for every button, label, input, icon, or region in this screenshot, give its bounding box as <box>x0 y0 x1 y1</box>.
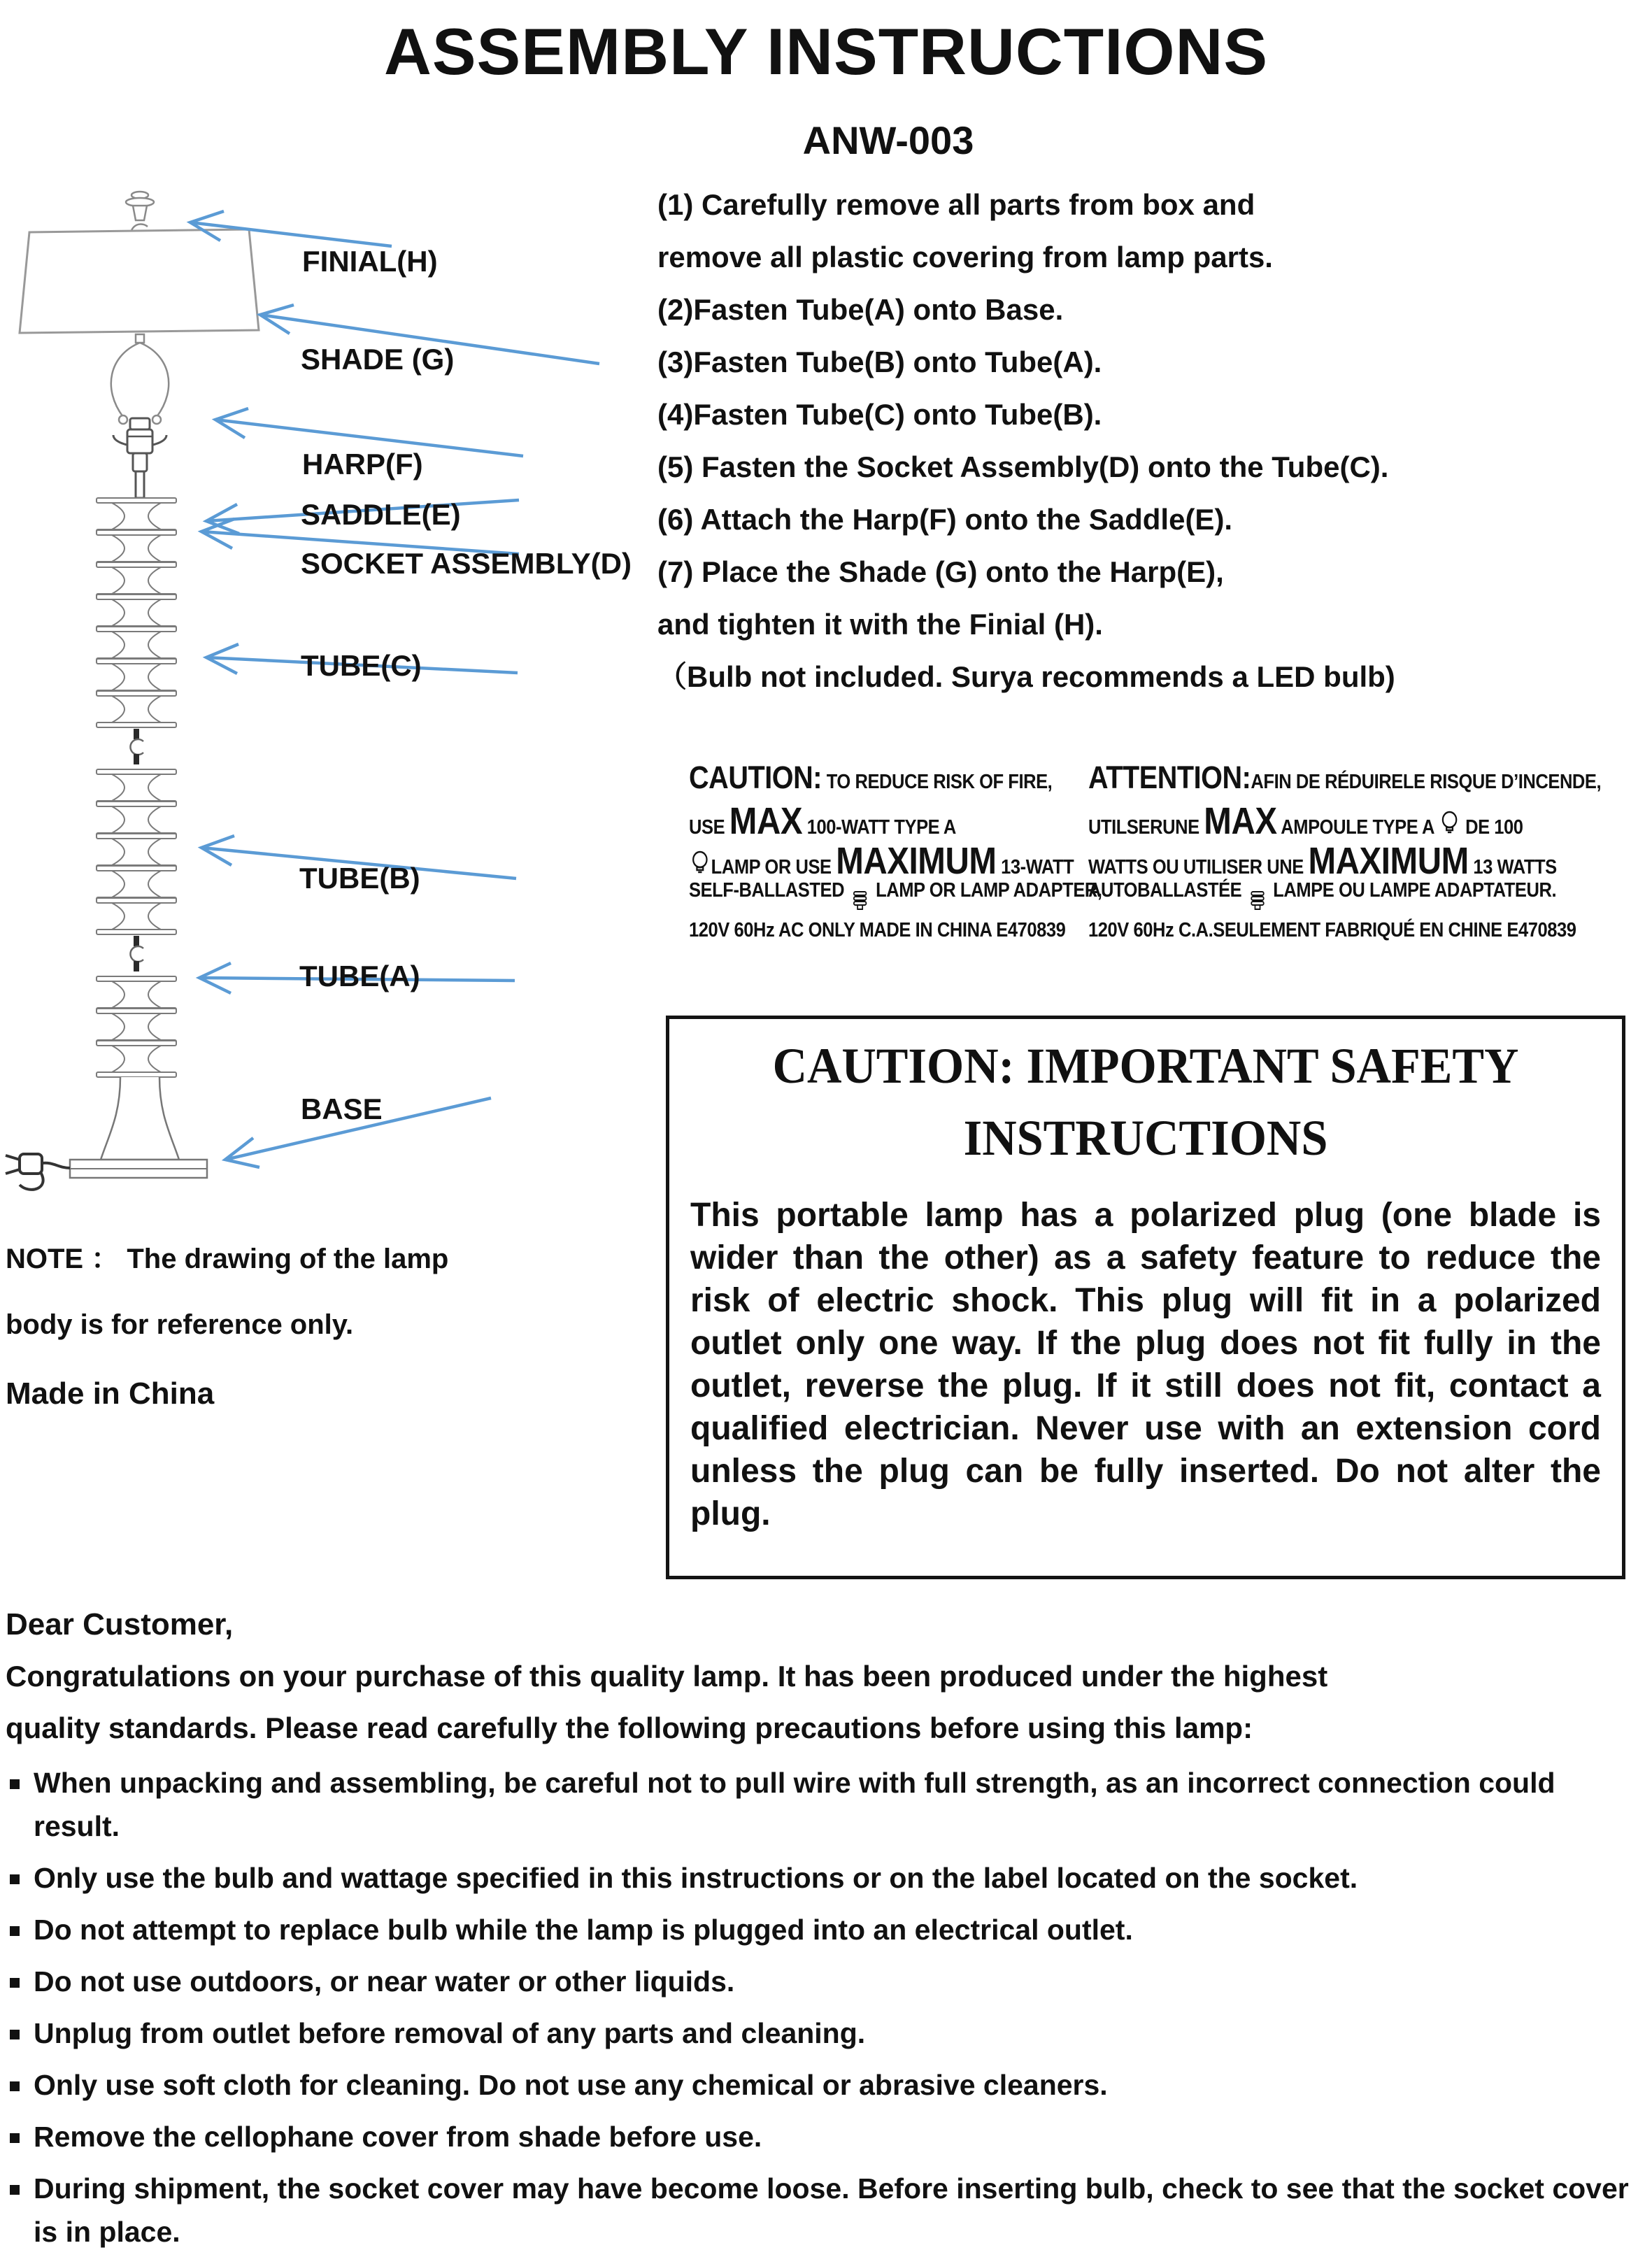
precaution-item <box>10 2063 1644 2107</box>
bulb-icon <box>691 850 709 875</box>
customer-greeting: Dear Customer, <box>6 1607 234 1642</box>
made-in-china: Made in China <box>6 1376 215 1411</box>
caution-line: ATTENTION: AFIN DE RÉDUIRELE RISQUE D’INCENDE, <box>1088 760 1602 795</box>
step-line: (6) Attach the Harp(F) onto the Saddle(E). <box>657 503 1233 536</box>
precaution-text: During shipment, the socket cover may have become loose. Before inserting bulb, check to see that the socket cover is in place. <box>34 2172 1629 2248</box>
precaution-text: When unpacking and assembling, be careful not to pull wire with full strength, as an incorrect connection could result. <box>34 1767 1555 1842</box>
label-harp: HARP(F) <box>302 448 423 480</box>
step-line: (4)Fasten Tube(C) onto Tube(B). <box>657 398 1102 431</box>
caution-line: USE MAX 100-WATT TYPE A <box>689 800 956 842</box>
base-drawing <box>70 1077 207 1178</box>
caution-line: CAUTION: TO REDUCE RISK OF FIRE, <box>689 760 1053 795</box>
caution-line: WATTS OU UTILISER UNE MAXIMUM 13 WATTS <box>1088 840 1557 882</box>
cfl-icon <box>1248 890 1267 915</box>
label-shade: SHADE (G) <box>301 343 455 376</box>
bullet-square-icon <box>10 1926 20 1936</box>
caution-line: 120V 60Hz C.A.SEULEMENT FABRIQUÉ EN CHINE E470839 <box>1088 919 1576 941</box>
precaution-text: Only use soft cloth for cleaning. Do not use any chemical or abrasive cleaners. <box>34 2069 1108 2101</box>
precaution-text: Remove the cellophane cover from shade before use. <box>34 2121 762 2153</box>
bullet-square-icon <box>10 1978 20 1988</box>
page-title: ASSEMBLY INSTRUCTIONS <box>383 15 1269 88</box>
customer-paragraph-line2: quality standards. Please read carefully the following precautions before using this lamp: <box>6 1711 1253 1744</box>
bullet-square-icon <box>10 1874 20 1884</box>
precaution-item <box>10 1908 1644 1951</box>
safety-title-line1: CAUTION: IMPORTANT SAFETY <box>772 1038 1519 1094</box>
safety-body: This portable lamp has a polarized plug (one blade is wider than the other) as a safety feature to reduce the risk of electric shock. This plug will fit in a polarized outlet only one way. If the plug does not fit fully in the outlet, reverse the plug. If it still does not fit, contact a qualified electrician. Never use with an extension cord unless the plug can be fully inserted. Do not alter the plug. <box>690 1197 1601 1532</box>
label-socket-assembly: SOCKET ASSEMBLY(D) <box>301 547 632 580</box>
precaution-item <box>10 1960 1644 2003</box>
bullet-square-icon <box>10 2133 20 2143</box>
bullet-square-icon <box>10 2185 20 2195</box>
lamp-diagram <box>0 0 671 1231</box>
harp-drawing <box>111 334 169 424</box>
label-finial: FINIAL(H) <box>302 245 438 278</box>
shade-drawing <box>20 229 259 333</box>
tube-column-drawing <box>97 498 176 1077</box>
caution-line: SELF-BALLASTED LAMP OR LAMP ADAPTER, <box>689 879 1102 919</box>
label-tube-a: TUBE(A) <box>299 960 420 992</box>
precaution-text: Unplug from outlet before removal of any parts and cleaning. <box>34 2017 866 2049</box>
precaution-text: Do not attempt to replace bulb while the lamp is plugged into an electrical outlet. <box>34 1914 1133 1946</box>
step-line: (3)Fasten Tube(B) onto Tube(A). <box>657 346 1102 378</box>
cord-plug-drawing <box>6 1154 70 1190</box>
precautions-list <box>10 1761 1644 2257</box>
socket-assembly-drawing <box>113 418 166 498</box>
precaution-item <box>10 2115 1644 2158</box>
caution-line: UTILSERUNE MAX AMPOULE TYPE A DE 100 <box>1088 800 1523 842</box>
safety-instructions-box <box>666 1016 1625 1579</box>
step-line: （Bulb not included. Surya recommends a LED bulb) <box>657 660 1395 693</box>
caution-wattage-english <box>689 760 1102 959</box>
model-number: ANW-003 <box>802 118 974 162</box>
step-line: remove all plastic covering from lamp parts. <box>657 241 1273 273</box>
label-tube-b: TUBE(B) <box>299 862 420 895</box>
label-saddle: SADDLE(E) <box>301 498 461 531</box>
precaution-text: Only use the bulb and wattage specified in this instructions or on the label located on the socket. <box>34 1862 1358 1894</box>
precaution-item <box>10 2012 1644 2055</box>
step-line: and tighten it with the Finial (H). <box>657 608 1103 641</box>
step-line: (1) Carefully remove all parts from box and <box>657 188 1255 221</box>
step-line: (7) Place the Shade (G) onto the Harp(E), <box>657 555 1224 588</box>
label-base: BASE <box>301 1092 383 1125</box>
precaution-item <box>10 1761 1644 1848</box>
note-line2: body is for reference only. <box>6 1309 354 1340</box>
label-tube-c: TUBE(C) <box>301 649 422 682</box>
caution-line: LAMP OR USE MAXIMUM 13-WATT <box>689 839 1102 879</box>
bullet-square-icon <box>10 1779 20 1789</box>
bullet-square-icon <box>10 2081 20 2091</box>
precaution-item <box>10 1856 1644 1900</box>
bullet-square-icon <box>10 2030 20 2039</box>
bulb-icon <box>1440 810 1458 835</box>
step-line: (2)Fasten Tube(A) onto Base. <box>657 293 1064 326</box>
cfl-icon <box>850 890 869 915</box>
caution-line: AUTOBALLASTÉE LAMPE OU LAMPE ADAPTATEUR. <box>1088 879 1601 919</box>
caution-line: 120V 60Hz AC ONLY MADE IN CHINA E470839 <box>689 919 1066 941</box>
precaution-item <box>10 2167 1644 2254</box>
customer-paragraph-line1: Congratulations on your purchase of this quality lamp. It has been produced under the highest <box>6 1660 1328 1693</box>
step-line: (5) Fasten the Socket Assembly(D) onto the Tube(C). <box>657 450 1389 483</box>
note-line1: NOTE ： The drawing of the lamp <box>6 1244 449 1274</box>
precaution-text: Do not use outdoors, or near water or other liquids. <box>34 1965 735 1998</box>
assembly-steps <box>657 178 1651 703</box>
caution-wattage-french <box>1088 760 1601 959</box>
customer-paragraph <box>6 1651 1649 1754</box>
safety-title-line2: INSTRUCTIONS <box>963 1110 1328 1166</box>
